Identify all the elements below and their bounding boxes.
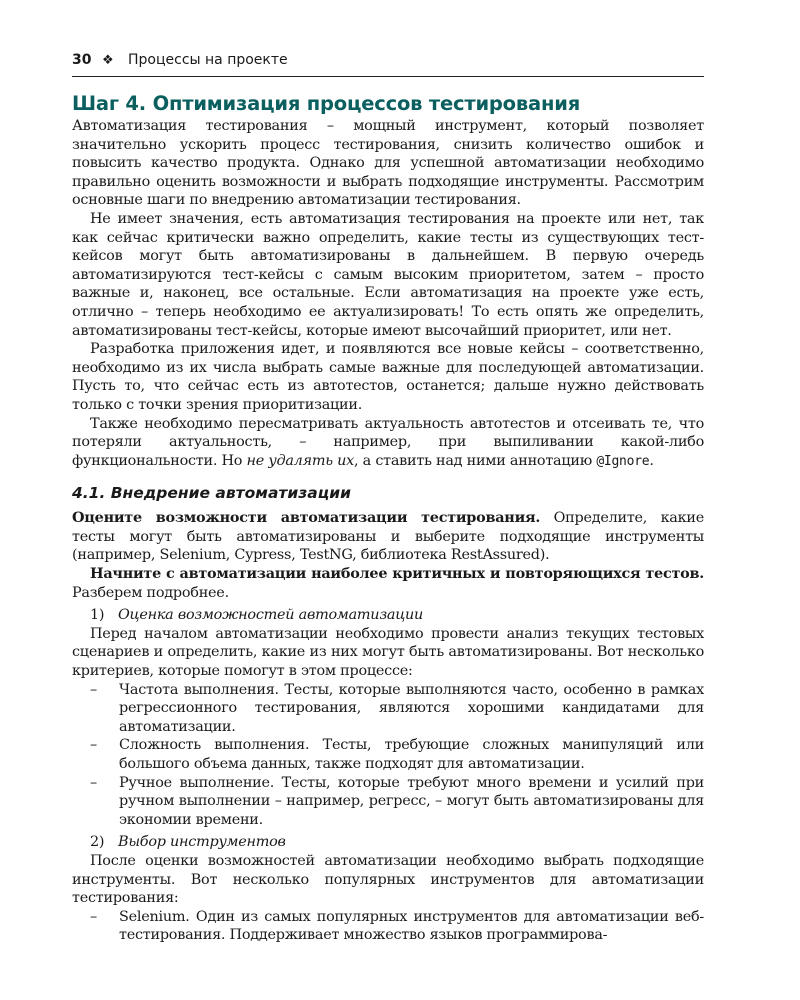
paragraph: После оценки возможностей автоматизации необходимо выбрать подходящие инструменты. Вот несколько популярных инструментов для автоматизации тестирования: [72,852,704,907]
dash-marker: – [90,774,97,791]
emphasis-text: не удалять их [246,452,355,469]
dash-marker: – [90,681,97,698]
running-title: Процессы на проекте [128,52,288,68]
list-item-text: Сложность выполнения. Тесты, требующие сложных манипуляций или большого объема данных, также подходят для автоматизации. [119,737,704,772]
list-item-text: Частота выполнения. Тесты, которые выполняются часто, особенно в рамках регрессионного тестирования, являются хорошими кандидатами для автоматизации. [119,681,704,735]
book-page [72,52,704,945]
item-title: Оценка возможностей автоматизации [118,607,424,624]
dash-marker: – [90,737,97,754]
item-number: 2) [90,834,105,851]
numbered-item-heading [72,606,704,625]
paragraph [72,565,704,602]
paragraph: Автоматизация тестирования – мощный инструмент, который позволяет значительно ускорить процесс тестирования, снизить количество ошибок и повысить качество продукта. Однако для успешной автоматизации необходимо правильно оценить возможности и выбрать подходящие инструменты. Рассмотрим основные шаги по внедрению автоматизации тестирования. [72,118,704,209]
criteria-list [72,681,704,830]
paragraph [72,509,704,565]
paragraph: Разработка приложения идет, и появляются все новые кейсы – соответственно, необходимо из их числа выбрать самые важные для последующей автоматизации. Пусть то, что сейчас есть из автотестов, останется; дальше нужно действовать только с точки зрения приоритизации. [72,341,704,413]
subsection-title: 4.1. Внедрение автоматизации [72,484,351,503]
tools-list [72,908,704,945]
paragraph-text: Также необходимо пересматривать актуальность автотестов и отсеивать те, что потеряли актуальность, – например, при выпиливании какой-либо функциональности. Но [72,415,704,469]
list-item [72,774,704,830]
paragraph: Не имеет значения, есть автоматизация тестирования на проекте или нет, так как сейчас критически важно определить, какие тесты из существующих тест-кейсов могут быть автоматизированы в дальнейшем. В первую очередь автоматизируются тест-кейсы с самым высоким приоритетом, затем – просто важные и, наконец, все остальные. Если автоматизация на проекте уже есть, отлично – теперь необходимо ее актуализировать! То есть опять же определить, автоматизированы тест-кейсы, которые имеют высочайший приоритет, или нет. [72,210,704,339]
list-item [72,908,704,945]
paragraph-text: . [649,452,654,469]
item-title: Выбор инструментов [118,834,286,851]
dash-marker: – [90,908,97,925]
section-title: Шаг 4. Оптимизация процессов тестирования [72,92,581,115]
list-item-text: Selenium. Один из самых популярных инструментов для автоматизации веб-тестирования. Поддерживает множество языков программирова- [119,908,704,944]
header-rule [72,76,704,77]
diamond-ornament-icon: ❖ [102,53,114,68]
running-header [72,52,704,74]
subsection-body [72,509,704,945]
bold-lead: Начните с автоматизации наиболее критичных и повторяющихся тестов. [90,565,704,583]
list-item [72,736,704,773]
list-item [72,681,704,737]
code-annotation: @Ignore [596,453,650,469]
paragraph: Перед началом автоматизации необходимо провести анализ текущих тестовых сценариев и определить, какие из них могут быть автоматизированы. Вот несколько критериев, которые помогут в этом процессе: [72,625,704,680]
paragraph [72,415,704,472]
list-item-text: Ручное выполнение. Тесты, которые требуют много времени и усилий при ручном выполнении – например, регресс, – могут быть автоматизированы для экономии времени. [119,774,704,828]
paragraph-text: , а ставить над ними аннотацию [354,452,597,469]
numbered-item-heading [72,833,704,852]
bold-lead: Оцените возможности автоматизации тестирования. [72,509,541,527]
paragraph-text: Разберем подробнее. [72,584,229,601]
item-number: 1) [90,607,105,624]
section-body [72,117,704,471]
paragraph-text: Определите, какие тесты могут быть автоматизированы и выберите подходящие инструменты (например, Selenium, Cypress, TestNG, библиотека RestAssured). [72,510,704,564]
page-number: 30 [72,52,92,68]
